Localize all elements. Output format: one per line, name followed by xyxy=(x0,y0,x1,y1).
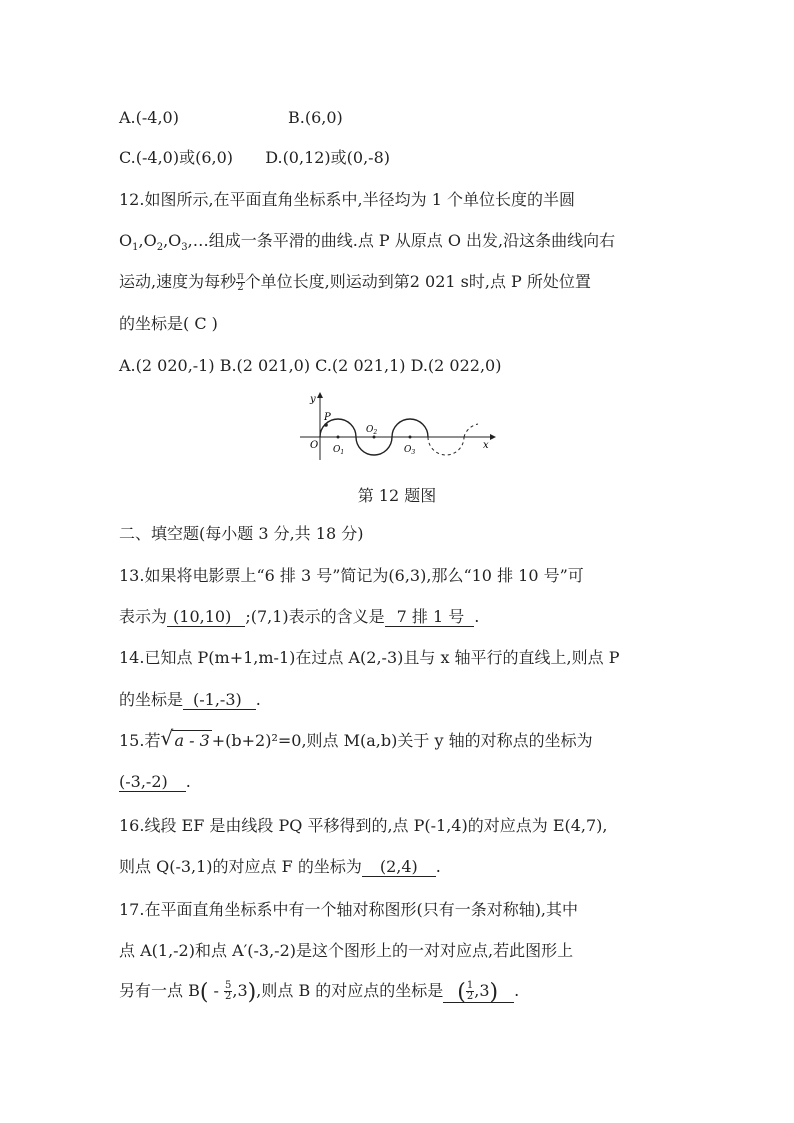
b-x-fraction: $\frac{5}{2}$ xyxy=(225,980,232,1002)
q17-line2: 点 A(1,-2)和点 A′(-3,-2)是这个图形上的一对对应点,若此图形上 xyxy=(119,941,574,960)
q12-line3: 运动,速度为每秒 $\frac{\pi}{2}$ 个单位长度,则运动到第2 021 s时,点 P 所处位置 xyxy=(119,271,591,293)
q12-figure-caption: 第 12 题图 xyxy=(357,486,437,505)
q12-figure xyxy=(300,390,500,462)
semicircle-dashed-1 xyxy=(428,437,464,455)
semicircle-o2 xyxy=(356,437,392,455)
q16-line1: 16.线段 EF 是由线段 PQ 平移得到的,点 P(-1,4)的对应点为 E(4,7), xyxy=(119,816,608,835)
point-p xyxy=(324,423,328,427)
q15-answer: (-3,-2) xyxy=(119,773,186,792)
q11-option-a: A.(-4,0) xyxy=(119,108,179,127)
q11-option-b: B.(6,0) xyxy=(288,108,343,127)
q13-line1: 13.如果将电影票上“6 排 3 号”简记为(6,3),那么“10 排 10 号”可 xyxy=(119,566,584,585)
section2-heading: 二、填空题(每小题 3 分,共 18 分) xyxy=(119,524,364,543)
q12-line2: $O_1,O_2,O_3,\dots$组成一条平滑的曲线.点 P 从原点 O 出发,沿这条曲线向右 xyxy=(119,231,616,254)
q15-line1: 15.若 √ a - 3 +(b+2)²=0,则点 M(a,b)关于 y 轴的对称点的坐标为 xyxy=(119,726,593,750)
semicircle-o3 xyxy=(392,419,428,437)
q14-line1: 14.已知点 P(m+1,m-1)在过点 A(2,-3)且与 x 轴平行的直线上,则点 P xyxy=(119,648,620,667)
semicircle-dashed-2 xyxy=(464,424,478,437)
q14-line2: 的坐标是 (-1,-3) . xyxy=(119,690,261,709)
point-p-label: P xyxy=(324,412,331,423)
q13-answer2: 7 排 1 号 xyxy=(385,608,475,627)
q17-line3: 另有一点 B( - $\frac{5}{2}$ ,3),则点 B 的对应点的坐标是 ( $\frac{1}{2}$ ,3) . xyxy=(119,980,520,1005)
pi-over-2-fraction: $\frac{\pi}{2}$ xyxy=(237,271,244,293)
x-axis-arrow xyxy=(490,434,496,440)
o1-label: $O_1$ xyxy=(333,445,345,456)
q16-line2: 则点 Q(-3,1)的对应点 F 的坐标为 (2,4) . xyxy=(119,857,441,876)
q12-line4: 的坐标是( C ) xyxy=(119,314,218,333)
q11-option-c: C.(-4,0)或(6,0) xyxy=(119,148,234,167)
center-o1 xyxy=(337,436,340,439)
q15-line2: (-3,-2) . xyxy=(119,772,191,791)
q13-answer1: (10,10) xyxy=(167,608,245,627)
x-axis-label: x xyxy=(483,440,489,451)
q12-line1: 12.如图所示,在平面直角坐标系中,半径均为 1 个单位长度的半圆 xyxy=(119,190,575,209)
q17-answer: ( $\frac{1}{2}$ ,3) xyxy=(443,981,514,1003)
sqrt-expression: √ a - 3 xyxy=(160,726,210,750)
answer-x-fraction: $\frac{1}{2}$ xyxy=(466,980,474,1002)
q11-options-cd xyxy=(119,148,390,168)
origin-label: O xyxy=(310,440,319,451)
q16-answer: (2,4) xyxy=(362,858,436,877)
y-axis-label: y xyxy=(310,394,316,405)
o3-label: $O_3$ xyxy=(404,445,416,456)
q11-option-d: D.(0,12)或(0,-8) xyxy=(265,148,391,167)
q17-line1: 17.在平面直角坐标系中有一个轴对称图形(只有一条对称轴),其中 xyxy=(119,900,579,919)
y-axis-arrow xyxy=(317,392,323,398)
o2-label: $O_2$ xyxy=(366,425,378,436)
q13-line2: 表示为 (10,10) ;(7,1)表示的含义是 7 排 1 号 . xyxy=(119,607,480,626)
q14-answer: (-1,-3) xyxy=(183,691,256,710)
q12-options: A.(2 020,-1) B.(2 021,0) C.(2 021,1) D.(2 022,0) xyxy=(119,356,502,375)
center-o3 xyxy=(409,436,412,439)
